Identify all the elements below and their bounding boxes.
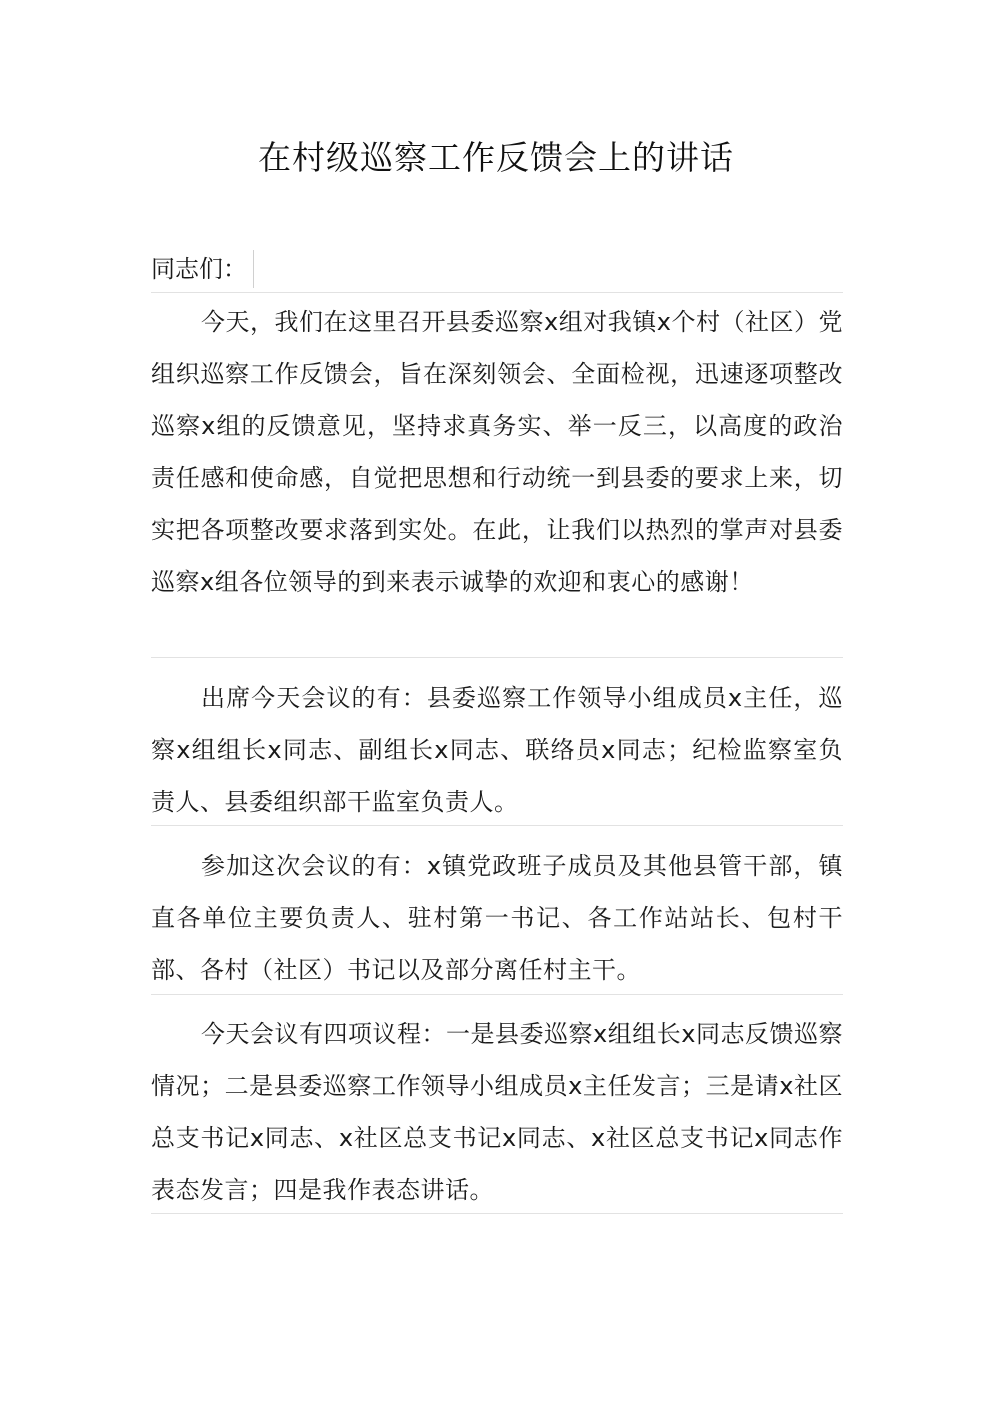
paragraph-divider <box>151 657 843 658</box>
paragraph-divider <box>151 1213 843 1214</box>
document-title: 在村级巡察工作反馈会上的讲话 <box>258 138 734 177</box>
salutation: 同志们： <box>151 250 254 288</box>
paragraph-agenda: 今天会议有四项议程：一是县委巡察x组组长x同志反馈巡察情况；二是县委巡察工作领导小组成员x主任发言；三是请x社区总支书记x同志、x社区总支书记x同志、x社区总支书记x同志作表态发言；四是我作表态讲话。 <box>151 1020 843 1204</box>
paragraph-participants: 参加这次会议的有：x镇党政班子成员及其他县管干部，镇直各单位主要负责人、驻村第一书记、各工作站站长、包村干部、各村（社区）书记以及部分离任村主干。 <box>151 852 843 984</box>
paragraph-attendees: 出席今天会议的有：县委巡察工作领导小组成员x主任，巡察x组组长x同志、副组长x同志、联络员x同志；纪检监察室负责人、县委组织部干监室负责人。 <box>151 684 843 816</box>
paragraph-divider <box>151 825 843 826</box>
paragraph-divider <box>151 994 843 995</box>
paragraph-divider <box>151 292 843 293</box>
paragraph-opening: 今天，我们在这里召开县委巡察x组对我镇x个村（社区）党组织巡察工作反馈会，旨在深刻领会、全面检视，迅速逐项整改巡察x组的反馈意见，坚持求真务实、举一反三，以高度的政治责任感和使命感，自觉把思想和行动统一到县委的要求上来，切实把各项整改要求落到实处。在此，让我们以热烈的掌声对县委巡察x组各位领导的到来表示诚挚的欢迎和衷心的感谢！ <box>151 308 843 596</box>
